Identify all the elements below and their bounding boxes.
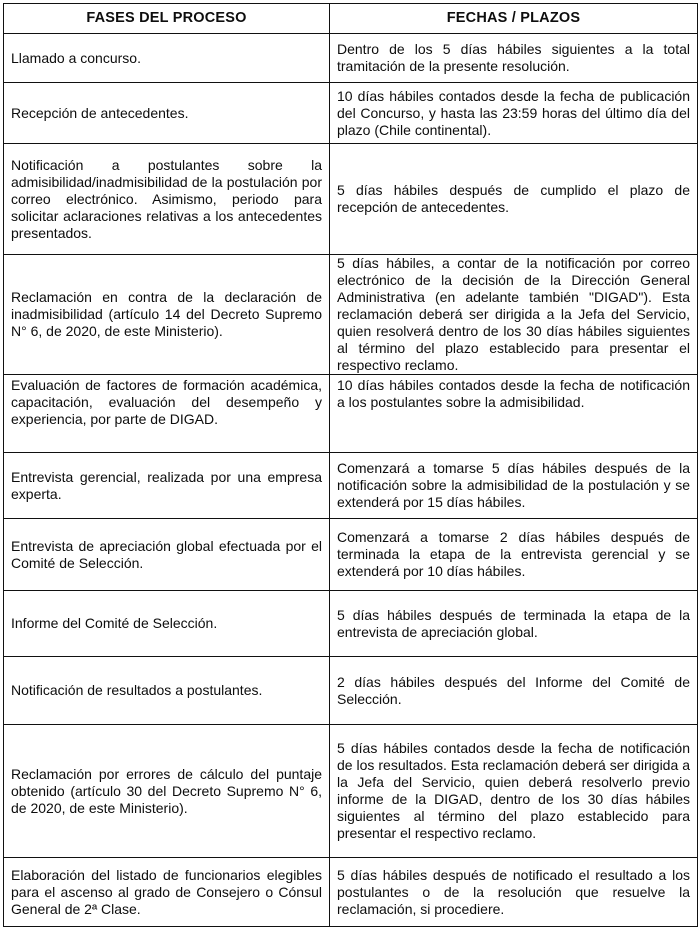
process-schedule-table bbox=[3, 3, 698, 927]
header-deadlines: FECHAS / PLAZOS bbox=[330, 4, 698, 34]
deadline-cell: 10 días hábiles contados desde la fecha de notificación a los postulantes sobre la admisibilidad. bbox=[330, 375, 698, 453]
phase-cell: Elaboración del listado de funcionarios elegibles para el ascenso al grado de Consejero o Cónsul General de 2ª Clase. bbox=[4, 858, 330, 927]
deadline-cell: 5 días hábiles después de notificado el resultado a los postulantes o de la resolución que resuelve la reclamación, si procediere. bbox=[330, 858, 698, 927]
header-phases: FASES DEL PROCESO bbox=[4, 4, 330, 34]
deadline-cell: 2 días hábiles después del Informe del Comité de Selección. bbox=[330, 657, 698, 725]
phase-cell: Llamado a concurso. bbox=[4, 34, 330, 83]
deadline-cell: 10 días hábiles contados desde la fecha de publicación del Concurso, y hasta las 23:59 horas del último día del plazo (Chile continental). bbox=[330, 83, 698, 144]
deadline-cell: 5 días hábiles contados desde la fecha de notificación de los resultados. Esta reclamación deberá ser dirigida a la Jefa del Servicio, quien deberá resolverlo previo informe de la DIGAD, dentro de los 30 días hábiles siguientes al término del plazo establecido para presentar el respectivo reclamo. bbox=[330, 725, 698, 858]
deadline-cell: Dentro de los 5 días hábiles siguientes a la total tramitación de la presente resolución. bbox=[330, 34, 698, 83]
table-row bbox=[4, 83, 698, 144]
table-row bbox=[4, 657, 698, 725]
phase-cell: Entrevista de apreciación global efectuada por el Comité de Selección. bbox=[4, 519, 330, 591]
table-row bbox=[4, 858, 698, 927]
phase-cell: Recepción de antecedentes. bbox=[4, 83, 330, 144]
document-page bbox=[3, 3, 697, 940]
table-header-row bbox=[4, 4, 698, 34]
deadline-cell: Comenzará a tomarse 2 días hábiles después de terminada la etapa de la entrevista gerencial y se extenderá por 10 días hábiles. bbox=[330, 519, 698, 591]
table-row bbox=[4, 34, 698, 83]
table-row bbox=[4, 453, 698, 519]
phase-cell: Notificación a postulantes sobre la admisibilidad/inadmisibilidad de la postulación por correo electrónico. Asimismo, periodo para solicitar aclaraciones relativas a los antecedentes presentados. bbox=[4, 144, 330, 255]
deadline-cell: 5 días hábiles después de cumplido el plazo de recepción de antecedentes. bbox=[330, 144, 698, 255]
deadline-cell: 5 días hábiles, a contar de la notificación por correo electrónico de la decisión de la Dirección General Administrativa (en adelante también "DIGAD"). Esta reclamación deberá ser dirigida a la Jefa del Servicio, quien resolverá dentro de los 30 días hábiles siguientes al término del plazo establecido para presentar el respectivo reclamo. bbox=[330, 255, 698, 375]
phase-cell: Evaluación de factores de formación académica, capacitación, evaluación del desempeño y experiencia, por parte de DIGAD. bbox=[4, 375, 330, 453]
table-row bbox=[4, 375, 698, 453]
phase-cell: Entrevista gerencial, realizada por una empresa experta. bbox=[4, 453, 330, 519]
phase-cell: Reclamación en contra de la declaración de inadmisibilidad (artículo 14 del Decreto Supremo N° 6, de 2020, de este Ministerio). bbox=[4, 255, 330, 375]
deadline-cell: Comenzará a tomarse 5 días hábiles después de la notificación sobre la admisibilidad de la postulación y se extenderá por 15 días hábiles. bbox=[330, 453, 698, 519]
phase-cell: Informe del Comité de Selección. bbox=[4, 591, 330, 657]
table-row bbox=[4, 255, 698, 375]
phase-cell: Reclamación por errores de cálculo del puntaje obtenido (artículo 30 del Decreto Supremo N° 6, de 2020, de este Ministerio). bbox=[4, 725, 330, 858]
table-row bbox=[4, 144, 698, 255]
table-row bbox=[4, 725, 698, 858]
table-row bbox=[4, 591, 698, 657]
table-row bbox=[4, 519, 698, 591]
deadline-cell: 5 días hábiles después de terminada la etapa de la entrevista de apreciación global. bbox=[330, 591, 698, 657]
phase-cell: Notificación de resultados a postulantes. bbox=[4, 657, 330, 725]
